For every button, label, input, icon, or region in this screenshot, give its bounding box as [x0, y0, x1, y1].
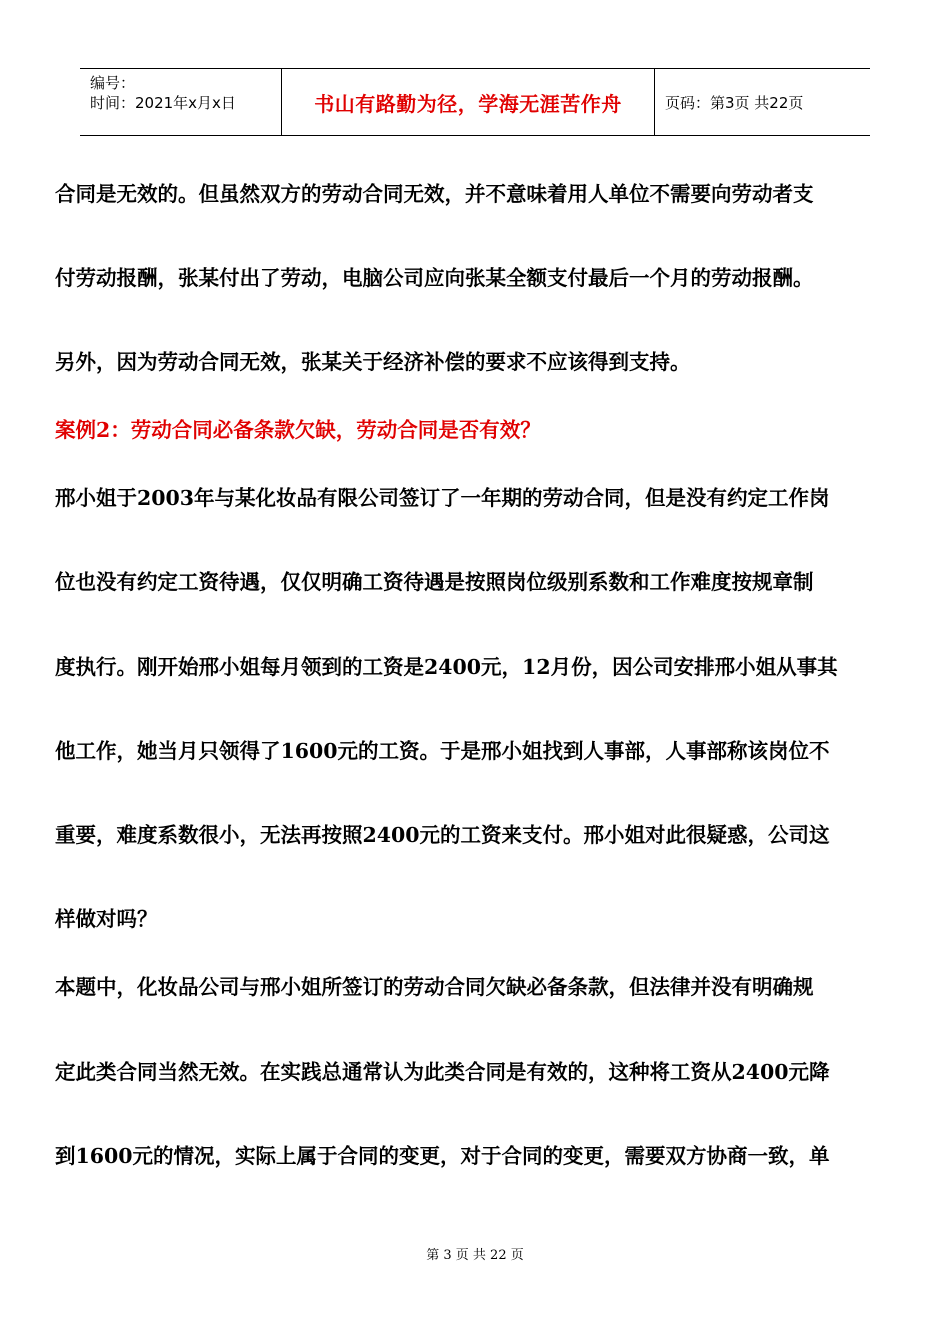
- paragraph-line: 付劳动报酬，张某付出了劳动，电脑公司应向张某全额支付最后一个月的劳动报酬。: [55, 266, 814, 290]
- case-heading: 案例2：劳动合同必备条款欠缺，劳动合同是否有效？: [55, 418, 541, 442]
- paragraph-line: 定此类合同当然无效。在实践总通常认为此类合同是有效的，这种将工资从2400元降: [55, 1060, 830, 1084]
- paragraph-line: 邢小姐于2003年与某化妆品有限公司签订了一年期的劳动合同，但是没有约定工作岗: [55, 486, 830, 510]
- paragraph-line: 样做对吗？: [55, 907, 158, 931]
- paragraph-line: 度执行。刚开始邢小姐每月领到的工资是2400元，12月份，因公司安排邢小姐从事其: [55, 655, 838, 679]
- paragraph-line: 本题中，化妆品公司与邢小姐所签订的劳动合同欠缺必备条款，但法律并没有明确规: [55, 975, 814, 999]
- document-number-label: 编号：: [90, 74, 136, 92]
- paragraph-line: 重要，难度系数很小，无法再按照2400元的工资来支付。邢小姐对此很疑惑，公司这: [55, 823, 830, 847]
- paragraph-line: 到1600元的情况，实际上属于合同的变更，对于合同的变更，需要双方协商一致，单: [55, 1144, 830, 1168]
- document-time-label: 时间：2021年x月x日: [90, 94, 236, 112]
- paragraph-line: 合同是无效的。但虽然双方的劳动合同无效，并不意味着用人单位不需要向劳动者支: [55, 182, 814, 206]
- paragraph-line: 另外，因为劳动合同无效，张某关于经济补偿的要求不应该得到支持。: [55, 350, 691, 374]
- paragraph-line: 他工作，她当月只领得了1600元的工资。于是邢小姐找到人事部，人事部称该岗位不: [55, 739, 830, 763]
- header-motto: 书山有路勤为径，学海无涯苦作舟: [282, 69, 655, 135]
- document-header: [80, 68, 870, 136]
- paragraph-line: 位也没有约定工资待遇，仅仅明确工资待遇是按照岗位级别系数和工作难度按规章制: [55, 570, 814, 594]
- header-page-info: 页码：第3页 共22页: [665, 93, 804, 112]
- header-meta: [80, 69, 282, 135]
- page-footer: 第 3 页 共 22 页: [426, 1248, 524, 1263]
